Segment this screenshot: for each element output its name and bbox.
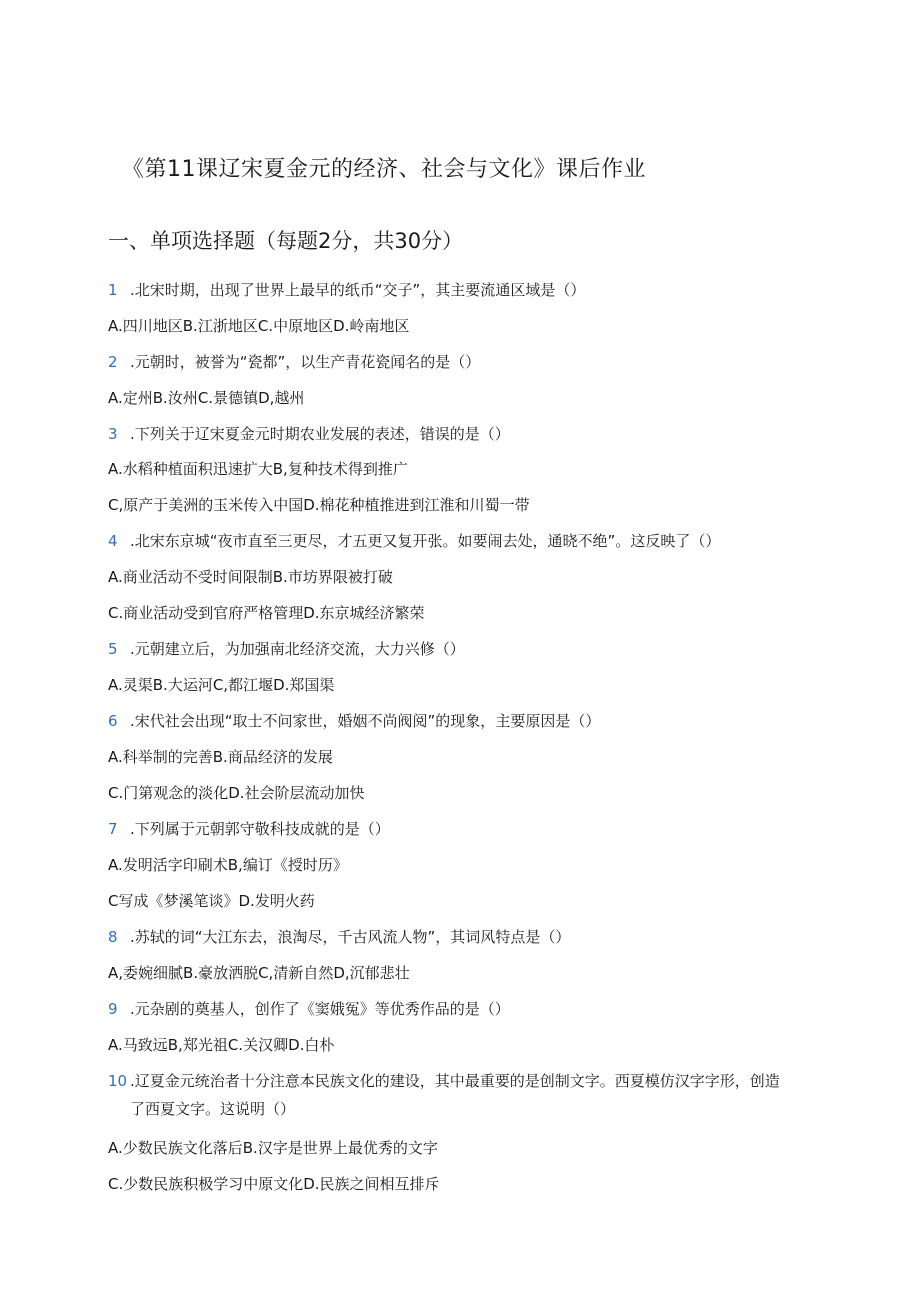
question-3 bbox=[108, 420, 808, 448]
question-options: A.少数民族文化落后B.汉字是世界上最优秀的文字 bbox=[108, 1139, 438, 1157]
question-options: C.商业活动受到官府严格管理D.东京城经济繁荣 bbox=[108, 604, 425, 622]
question-number: 9 bbox=[108, 1000, 118, 1018]
question-6 bbox=[108, 707, 808, 735]
question-stem: .宋代社会出现“取士不问家世，婚姻不尚阀阅”的现象，主要原因是（） bbox=[130, 712, 601, 730]
question-options: C,原产于美洲的玉米传入中国D.棉花种植推进到江淮和川蜀一带 bbox=[108, 496, 530, 514]
question-stem: .元朝时，被誉为“瓷都”，以生产青花瓷闻名的是（） bbox=[130, 353, 481, 371]
question-8 bbox=[108, 923, 808, 951]
question-stem: .元杂剧的奠基人，创作了《窦娥冤》等优秀作品的是（） bbox=[130, 1000, 510, 1018]
question-stem: .元朝建立后，为加强南北经济交流，大力兴修（） bbox=[130, 640, 465, 658]
question-stem: .辽夏金元统治者十分注意本民族文化的建设，其中最重要的是创制文字。西夏模仿汉字字形，创造 bbox=[130, 1072, 780, 1090]
question-options: A.四川地区B.江浙地区C.中原地区D.岭南地区 bbox=[108, 317, 410, 335]
question-number: 6 bbox=[108, 712, 118, 730]
question-stem: .北宋时期，出现了世界上最早的纸币“交子”，其主要流通区域是（） bbox=[130, 281, 586, 299]
question-stem: .北宋东京城“夜市直至三更尽，才五更又复开张。如要闹去处，通晓不绝”。这反映了（） bbox=[130, 532, 721, 550]
question-options: A.马致远B,郑光祖C.关汉卿D.白朴 bbox=[108, 1036, 335, 1054]
question-2 bbox=[108, 348, 808, 376]
question-number: 8 bbox=[108, 928, 118, 946]
question-options: C.少数民族积极学习中原文化D.民族之间相互排斥 bbox=[108, 1175, 440, 1193]
question-options: A.灵渠B.大运河C,都江堰D.郑国渠 bbox=[108, 676, 335, 694]
question-options: A.商业活动不受时间限制B.市坊界限被打破 bbox=[108, 568, 393, 586]
question-stem: .下列属于元朝郭守敬科技成就的是（） bbox=[130, 820, 390, 838]
question-10 bbox=[108, 1067, 828, 1123]
question-options: A.水稻种植面积迅速扩大B,复种技术得到推广 bbox=[108, 460, 408, 478]
question-number: 3 bbox=[108, 425, 118, 443]
question-number: 4 bbox=[108, 532, 118, 550]
question-options: A.发明活字印刷术B,编订《授时历》 bbox=[108, 856, 348, 874]
question-number: 10 bbox=[108, 1072, 128, 1090]
question-stem: .下列关于辽宋夏金元时期农业发展的表述，错误的是（） bbox=[130, 425, 510, 443]
section-heading: 一、单项选择题（每题2分，共30分） bbox=[108, 229, 464, 253]
question-1 bbox=[108, 276, 808, 304]
question-4 bbox=[108, 527, 868, 555]
question-options: C.门第观念的淡化D.社会阶层流动加快 bbox=[108, 784, 365, 802]
question-options: A.科举制的完善B.商品经济的发展 bbox=[108, 748, 333, 766]
question-number: 7 bbox=[108, 820, 118, 838]
question-stem-continued: 了西夏文字。这说明（） bbox=[130, 1100, 296, 1118]
question-7 bbox=[108, 815, 808, 843]
question-options: A,委婉细腻B.豪放洒脱C,清新自然D,沉郁悲壮 bbox=[108, 964, 410, 982]
question-5 bbox=[108, 635, 808, 663]
question-stem: .苏轼的词“大江东去，浪淘尽，千古风流人物”，其词风特点是（） bbox=[130, 928, 571, 946]
question-number: 5 bbox=[108, 640, 118, 658]
question-number: 2 bbox=[108, 353, 118, 371]
question-9 bbox=[108, 995, 808, 1023]
question-options: C写成《梦溪笔谈》D.发明火药 bbox=[108, 892, 315, 910]
question-number: 1 bbox=[108, 281, 118, 299]
question-options: A.定州B.汝州C.景德镇D,越州 bbox=[108, 389, 305, 407]
document-title: 《第11课辽宋夏金元的经济、社会与文化》课后作业 bbox=[122, 157, 646, 182]
